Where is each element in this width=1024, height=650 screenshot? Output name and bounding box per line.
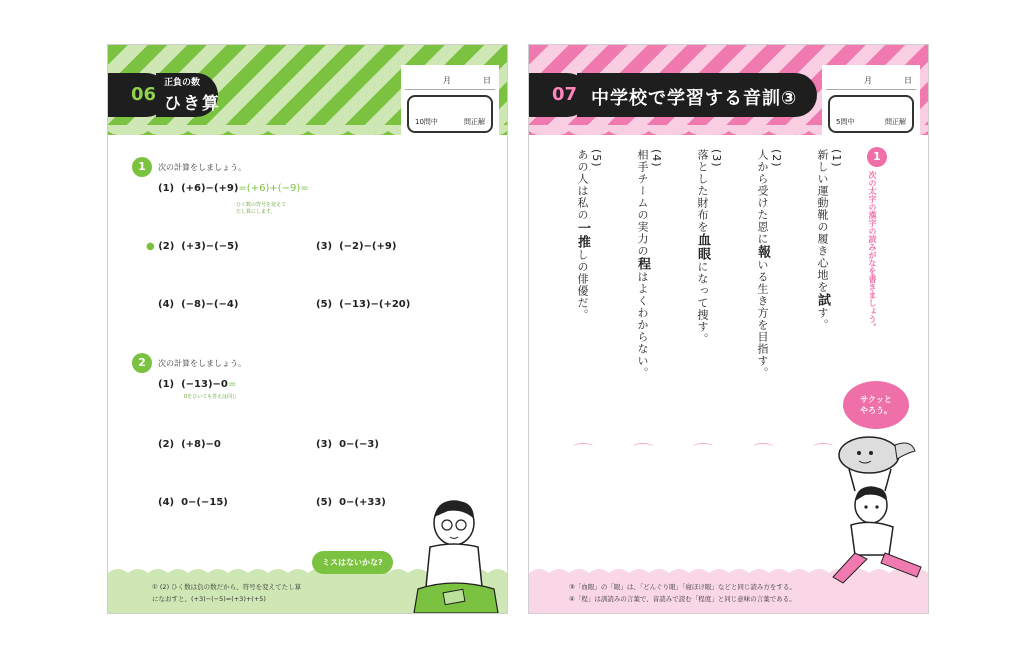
date-field[interactable]: 月 日 bbox=[826, 67, 916, 90]
problem-2-4: (4) 0−(−15) bbox=[158, 497, 228, 508]
speech-bubble: サクッと やろう。 bbox=[843, 381, 909, 429]
reading-item-1: (1) 新しい運動靴の履き心地を試す。 bbox=[815, 149, 843, 331]
boy-illustration bbox=[408, 497, 504, 613]
problem-2-3: (3) 0−(−3) bbox=[316, 439, 379, 450]
score-card bbox=[822, 65, 920, 137]
question-2-instruction: 次の計算をしましょう。 bbox=[158, 359, 246, 368]
question-1-instruction: 次の計算をしましょう。 bbox=[158, 163, 246, 172]
score-box[interactable]: 5問中 問正解 bbox=[828, 95, 914, 133]
problem-2-5: (5) 0−(+33) bbox=[316, 497, 386, 508]
worksheet-number: 06 bbox=[107, 73, 168, 117]
score-box[interactable]: 10問中 問正解 bbox=[407, 95, 493, 133]
question-2-badge: 2 bbox=[132, 353, 152, 373]
problem-1-3: (3) (−2)−(+9) bbox=[316, 241, 397, 252]
worksheet-title: 中学校で学習する音訓③ bbox=[591, 88, 798, 109]
problem-1-5: (5) (−13)−(+20) bbox=[316, 299, 411, 310]
problem-1-1: (1) (+6)−(+9)=(+6)+(−9)= bbox=[158, 183, 309, 194]
answer-mark[interactable] bbox=[633, 443, 653, 450]
worksheet-number: 07 bbox=[528, 73, 589, 117]
problem-1-1-note: ひく数の符号を変えて たし算にします。 bbox=[236, 202, 287, 215]
reading-item-5: (5) あの人は私の一推しの俳優だ。 bbox=[575, 149, 603, 321]
answer-mark[interactable] bbox=[753, 443, 773, 450]
problem-1-2: ● (2) (+3)−(−5) bbox=[146, 241, 239, 252]
date-field[interactable]: 月 日 bbox=[405, 67, 495, 90]
speech-bubble: ミスはないかな? bbox=[312, 551, 393, 574]
answer-hint: ③「血眼」の「眼」は、「どんぐり眼」「寝ぼけ眼」などと同じ読み方をする。 ④「程」は訓読みの言葉で、音読みで読む「程度」と同じ意味の言葉である。 bbox=[569, 583, 796, 603]
question-1-badge: 1 bbox=[867, 147, 887, 167]
score-card bbox=[401, 65, 499, 137]
worksheet-page-07 bbox=[528, 44, 929, 614]
problem-2-1: (1) (−13)−0= bbox=[158, 379, 237, 390]
question-instruction: 次の太字の漢字の読みがなを書きましょう。 bbox=[868, 171, 877, 331]
question-1-badge: 1 bbox=[132, 157, 152, 177]
answer-mark[interactable] bbox=[693, 443, 713, 450]
boy-lifting-seal-illustration bbox=[825, 431, 928, 591]
worksheet-title: ひき算 bbox=[164, 94, 221, 114]
answer-hint: ① (2) ひく数は負の数だから、符号を変えてたし算 になおすと、(+3)−(−5)=(+3)+(+5) bbox=[152, 583, 302, 603]
problem-2-1-note: 0をひいても答えは同じ bbox=[184, 394, 238, 400]
answer-mark[interactable] bbox=[573, 443, 593, 450]
problem-2-2: (2) (+8)−0 bbox=[158, 439, 221, 450]
worksheet-subtitle: 正負の数 bbox=[164, 78, 201, 88]
reading-item-4: (4) 相手チームの実力の程はよくわからない。 bbox=[635, 149, 663, 379]
reading-item-2: (2) 人から受けた恩に報いる生き方を目指す。 bbox=[755, 149, 783, 379]
worksheet-page-06 bbox=[107, 44, 508, 614]
reading-item-3: (3) 落とした財布を血眼になって捜す。 bbox=[695, 149, 723, 345]
problem-1-4: (4) (−8)−(−4) bbox=[158, 299, 239, 310]
